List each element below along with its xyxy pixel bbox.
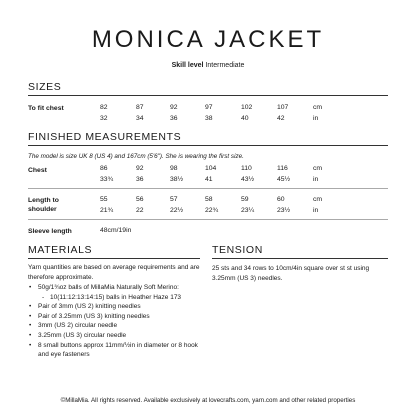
length-in-4: 22¾ — [205, 207, 219, 214]
chest-cm-1: 86 — [100, 165, 108, 172]
length-unit-in: in — [313, 207, 319, 214]
size-cm-2: 87 — [136, 104, 144, 111]
sleeve-length-label: Sleeve length — [28, 228, 72, 235]
size-in-5: 40 — [241, 115, 249, 122]
skill-level-label: Skill level — [171, 62, 204, 69]
finished-measurements-heading: FINISHED MEASUREMENTS — [28, 131, 182, 143]
chest-in-3: 38½ — [170, 176, 184, 183]
length-cm-6: 60 — [277, 196, 285, 203]
length-unit-cm: cm — [313, 196, 323, 203]
chest-in-2: 36 — [136, 176, 144, 183]
size-in-3: 36 — [170, 115, 178, 122]
material-item: • 3.25mm (US 3) circular needle — [28, 331, 208, 341]
chest-unit-cm: cm — [313, 165, 323, 172]
chest-in-6: 45½ — [277, 176, 291, 183]
finished-rule — [28, 145, 388, 146]
material-item: • 8 small buttons approx 11mm/½in in diameter or 8 hook and eye fasteners — [28, 341, 208, 360]
size-in-6: 42 — [277, 115, 285, 122]
material-item: • 3mm (US 2) circular needle — [28, 321, 208, 331]
length-cm-5: 59 — [241, 196, 249, 203]
tension-heading: TENSION — [212, 244, 263, 256]
length-divider — [28, 219, 388, 220]
materials-heading: MATERIALS — [28, 244, 93, 256]
length-in-1: 21¾ — [100, 207, 114, 214]
length-cm-4: 58 — [205, 196, 213, 203]
length-in-5: 23¼ — [241, 207, 255, 214]
chest-divider — [28, 188, 388, 189]
material-item: • Pair of 3mm (US 2) knitting needles — [28, 302, 208, 312]
tension-text: 25 sts and 34 rows to 10cm/4in square over st st using 3.25mm (US 3) needles. — [212, 265, 370, 282]
materials-rule — [28, 258, 200, 259]
size-in-2: 34 — [136, 115, 144, 122]
size-unit-cm: cm — [313, 104, 323, 111]
model-note: The model is size UK 8 (US 4) and 167cm (5'6"). She is wearing the first size. — [28, 153, 244, 160]
chest-cm-6: 116 — [277, 165, 288, 172]
length-in-3: 22½ — [170, 207, 184, 214]
sizes-rule — [28, 95, 388, 96]
copyright-footer: ©MillaMia. All rights reserved. Available exclusively at lovecrafts.com, yarn.com and other related properties — [60, 397, 356, 404]
materials-intro: Yarn quantities are based on average requirements and are therefore approximate. — [28, 264, 200, 281]
length-label-line1: Length to — [28, 197, 59, 204]
sleeve-length-value: 48cm/19in — [100, 227, 132, 234]
chest-unit-in: in — [313, 176, 319, 183]
skill-level — [0, 62, 416, 69]
pattern-title: MONICA JACKET — [91, 26, 325, 53]
materials-list — [28, 283, 208, 360]
chest-in-1: 33¾ — [100, 176, 114, 183]
chest-cm-2: 92 — [136, 165, 144, 172]
length-in-2: 22 — [136, 207, 144, 214]
chest-label: Chest — [28, 167, 47, 174]
length-in-6: 23½ — [277, 207, 291, 214]
size-cm-4: 97 — [205, 104, 213, 111]
chest-cm-3: 98 — [170, 165, 178, 172]
chest-in-5: 43½ — [241, 176, 255, 183]
material-item: • Pair of 3.25mm (US 3) knitting needles — [28, 312, 208, 322]
material-subitem: - 10(11:12:13:14:15) balls in Heather Haze 173 — [28, 293, 208, 303]
chest-cm-4: 104 — [205, 165, 217, 172]
size-in-4: 38 — [205, 115, 213, 122]
length-cm-2: 56 — [136, 196, 144, 203]
skill-level-value: Intermediate — [205, 62, 245, 69]
material-item: • 50g/1¾oz balls of MillaMia Naturally Soft Merino: — [28, 283, 208, 293]
size-cm-6: 107 — [277, 104, 289, 111]
to-fit-chest-label: To fit chest — [28, 105, 64, 112]
chest-cm-5: 110 — [241, 165, 252, 172]
length-cm-3: 57 — [170, 196, 178, 203]
size-unit-in: in — [313, 115, 319, 122]
size-in-1: 32 — [100, 115, 108, 122]
length-label-line2: shoulder — [28, 206, 57, 213]
length-cm-1: 55 — [100, 196, 108, 203]
size-cm-5: 102 — [241, 104, 253, 111]
sizes-heading: SIZES — [28, 81, 62, 93]
size-cm-3: 92 — [170, 104, 178, 111]
chest-in-4: 41 — [205, 176, 213, 183]
size-cm-1: 82 — [100, 104, 108, 111]
length-label — [28, 196, 59, 214]
tension-rule — [212, 258, 388, 259]
